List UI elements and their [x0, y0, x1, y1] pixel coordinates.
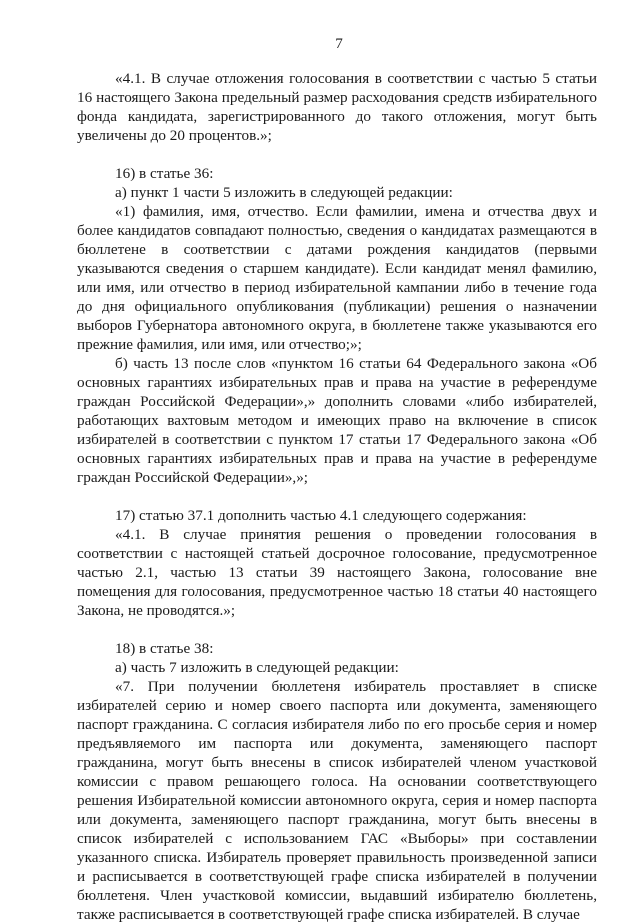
item-18-a-text: «7. При получении бюллетеня избиратель проставляет в списке избирателей серию и номер своего паспорта или документа, заменяющего паспорт гражданина. С согласия избирателя либо по его просьбе серия и номер предъявляемого им паспорта или документа, заменяющего паспорт гражданина, могут быть внесены в список избирателей членом участковой комиссии с правом решающего голоса. На основании соответствующего решения Избирательной комиссии автономного округа, серия и номер паспорта или документа, заменяющего паспорт гражданина, могут быть внесены в список избирателей с использованием ГАС «Выборы» при составлении указанного списка. Избиратель проверяет правильность произведенной записи и расписывается в соответствующей графе списка избирателей в получении бюллетеня. Член участковой комиссии, выдавший избирателю бюллетень, также расписывается в соответствующей графе списка избирателей. В случае [77, 678, 597, 923]
page-number: 7 [335, 35, 343, 52]
item-16-a-text: «1) фамилия, имя, отчество. Если фамилии, имена и отчества двух и более кандидатов совпадают полностью, сведения о кандидатах размещаются в бюллетене в соответствии с датами рождения кандидатов (первыми указываются сведения о старшем кандидате). Если кандидат менял фамилию, или имя, или отчество в период избирательной кампании либо в течение года до дня официального опубликования (публикации) решения о назначении выборов Губернатора автономного округа, в бюллетене также указываются его прежние фамилия, или имя, или отчество;»; [77, 203, 597, 353]
item-17-heading: 17) статью 37.1 дополнить частью 4.1 следующего содержания: [115, 507, 527, 524]
item-16-a: а) пункт 1 части 5 изложить в следующей редакции: [115, 184, 453, 201]
paragraph-4-1-amendment: «4.1. В случае отложения голосования в соответствии с частью 5 статьи 16 настоящего Закона предельный размер расходования средств избирательного фонда кандидата, зарегистрированного до такого отложения, могут быть увеличены до 20 процентов.»; [77, 70, 597, 144]
item-17-text: «4.1. В случае принятия решения о проведении голосования в соответствии с настоящей статьей досрочное голосование, предусмотренное частью 2.1, частью 13 статьи 39 настоящего Закона, голосование вне помещения для голосования, предусмотренное частью 18 статьи 40 настоящего Закона, не проводятся.»; [77, 526, 597, 619]
item-16-b: б) часть 13 после слов «пунктом 16 статьи 64 Федерального закона «Об основных гарантиях избирательных прав и права на участие в референдуме граждан Российской Федерации»,» дополнить словами «либо избирателей, работающих вахтовым методом и имеющих право на включение в список избирателей в соответствии с пунктом 17 статьи 17 Федерального закона «Об основных гарантиях избирательных прав и права на участие в референдуме граждан Российской Федерации»,»; [77, 355, 597, 486]
item-18-a: а) часть 7 изложить в следующей редакции: [115, 659, 399, 676]
item-16-heading: 16) в статье 36: [115, 165, 214, 182]
item-18-heading: 18) в статье 38: [115, 640, 214, 657]
